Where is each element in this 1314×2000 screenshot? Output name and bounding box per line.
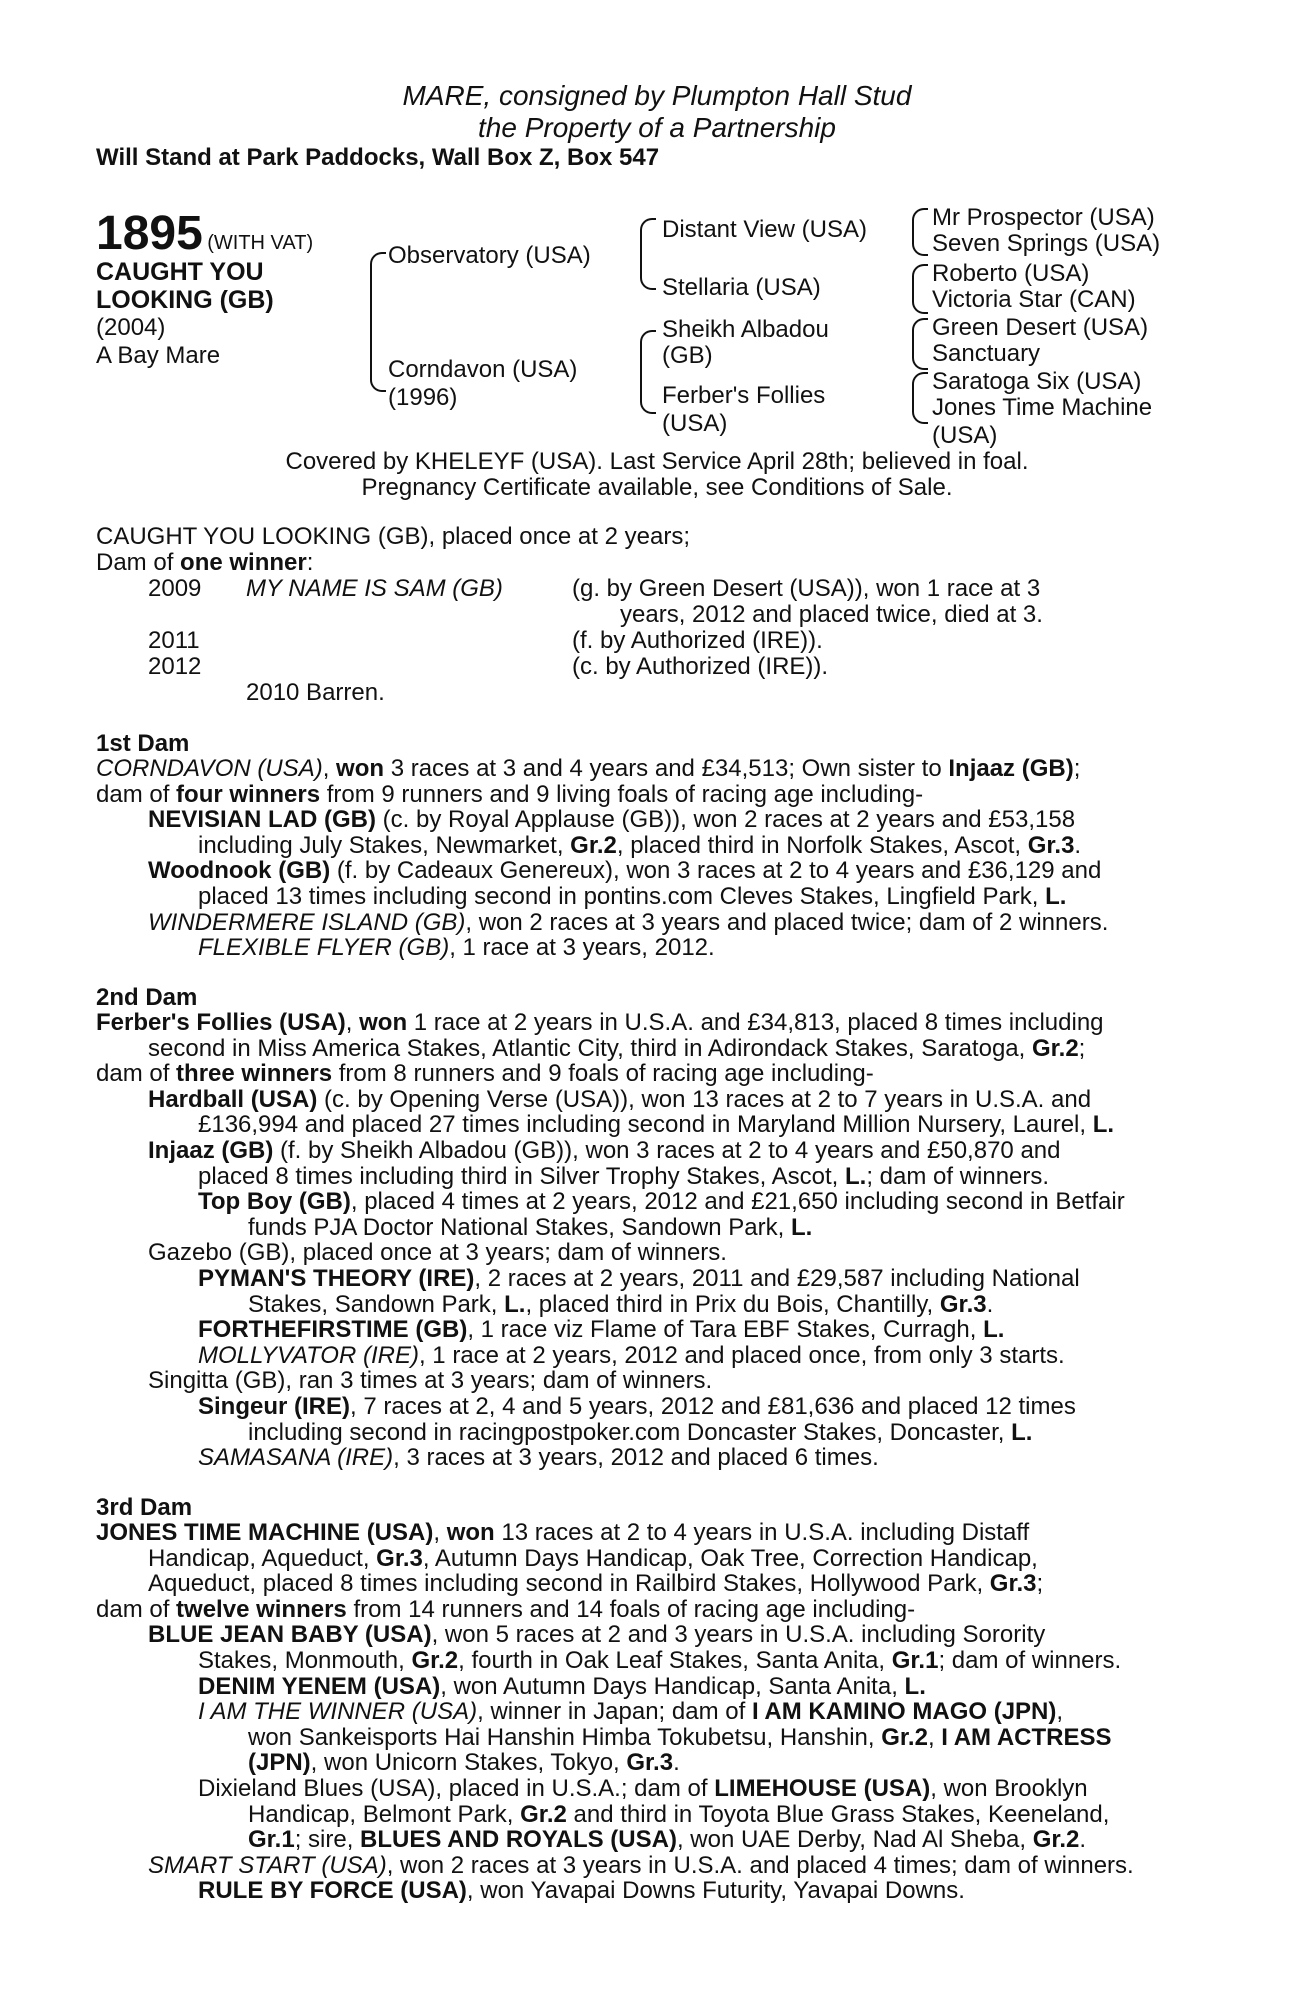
dam3-line xyxy=(96,1750,1206,1776)
t: , placed third in Prix du Bois, Chantilly, xyxy=(525,1290,940,1318)
t: (JPN) xyxy=(248,1749,311,1777)
t: JONES TIME MACHINE (USA) xyxy=(96,1519,434,1546)
dam3-line xyxy=(96,1699,1206,1725)
t: (f. by Cadeaux Genereux), won 3 races at 2 to 4 years and £36,129 and xyxy=(330,857,1102,885)
section-1st-dam: 1st Dam xyxy=(96,730,190,757)
t: Gr.3 xyxy=(1027,831,1075,859)
t: L. xyxy=(1045,882,1067,910)
t: dam of xyxy=(96,1595,177,1623)
pedigree-dam-dam-1: Ferber's Follies xyxy=(662,382,826,409)
dam2-body xyxy=(96,1010,1206,1471)
pedigree-sire: Observatory (USA) xyxy=(388,242,591,269)
t: , won Autumn Days Handicap, Santa Anita, xyxy=(440,1672,905,1700)
t: , xyxy=(322,755,337,782)
t: , won 2 races at 3 years in U.S.A. and placed 4 times; dam of winners. xyxy=(386,1851,1134,1879)
pedigree-brace-dam xyxy=(640,330,656,414)
t: L. xyxy=(504,1290,526,1318)
dam2-line xyxy=(96,1189,1206,1215)
t: won xyxy=(446,1519,495,1546)
dam3-line xyxy=(96,1827,1206,1853)
t: Singeur (IRE) xyxy=(198,1392,351,1420)
t: FORTHEFIRSTIME (GB) xyxy=(198,1316,468,1344)
dam2-line xyxy=(96,1164,1206,1190)
pedigree-dam-year: (1996) xyxy=(388,384,458,411)
dam3-line xyxy=(96,1571,1206,1597)
dam2-line xyxy=(96,1445,1206,1471)
header-consignor: MARE, consigned by Plumpton Hall Stud xyxy=(402,80,912,111)
t: second in Miss America Stakes, Atlantic City, third in Adirondack Stakes, Saratoga, xyxy=(148,1034,1032,1062)
pedigree-brace-dd xyxy=(912,372,928,424)
t: including July Stakes, Newmarket, xyxy=(198,831,571,859)
section-3rd-dam: 3rd Dam xyxy=(96,1494,193,1521)
t: CORNDAVON (USA) xyxy=(96,755,323,782)
t: L. xyxy=(983,1316,1005,1344)
t: from 8 runners and 9 foals of racing age including- xyxy=(332,1060,874,1088)
t: Gr.3 xyxy=(989,1570,1037,1598)
dam1-line xyxy=(96,782,1206,808)
t: four winners xyxy=(176,780,321,808)
t: , 3 races at 3 years, 2012 and placed 6 times. xyxy=(393,1444,879,1472)
t: Hardball (USA) xyxy=(148,1085,318,1113)
t: , won 5 races at 2 and 3 years in U.S.A. including Sorority xyxy=(431,1621,1046,1649)
pedigree-brace-gen1 xyxy=(370,252,386,392)
pedigree-sdd: Victoria Star (CAN) xyxy=(932,286,1136,313)
t: from 14 runners and 14 foals of racing age including- xyxy=(346,1595,916,1623)
lot-number: 1895 xyxy=(96,207,203,260)
produce-dam-of xyxy=(96,550,313,576)
dam1-line xyxy=(96,858,1206,884)
dam1-line xyxy=(96,756,1206,782)
text: Dam of xyxy=(96,549,181,576)
produce-intro: CAUGHT YOU LOOKING (GB), placed once at 2 years; xyxy=(96,523,690,550)
dam3-line xyxy=(96,1878,1206,1904)
dam3-line xyxy=(96,1853,1206,1879)
covered-line1: Covered by KHELEYF (USA). Last Service April 28th; believed in foal. xyxy=(285,448,1029,475)
t: Gr.2 xyxy=(881,1723,928,1751)
produce-desc-2012: (c. by Authorized (IRE)). xyxy=(572,653,829,680)
pedigree-brace-ds xyxy=(912,318,928,370)
t: , placed 4 times at 2 years, 2012 and £21,650 including second in Betfair xyxy=(350,1188,1125,1216)
dam2-line xyxy=(96,1420,1206,1446)
dam1-line xyxy=(96,884,1206,910)
t: Top Boy (GB) xyxy=(198,1188,351,1216)
produce-name-2009: MY NAME IS SAM (GB) xyxy=(246,575,503,602)
t: , 2 races at 2 years, 2011 and £29,587 including National xyxy=(474,1264,1080,1292)
t: Dixieland Blues (USA), placed in U.S.A.; dam of xyxy=(198,1774,715,1802)
t: , winner in Japan; dam of xyxy=(477,1698,752,1726)
t: Gr.1 xyxy=(891,1646,939,1674)
t: ; sire, xyxy=(294,1826,361,1854)
t: 13 races at 2 to 4 years in U.S.A. including Distaff xyxy=(494,1519,1030,1546)
dam2-line xyxy=(96,1343,1206,1369)
pedigree-ssd: Seven Springs (USA) xyxy=(932,230,1161,257)
t: , fourth in Oak Leaf Stakes, Santa Anita, xyxy=(458,1646,892,1674)
dam2-line xyxy=(96,1317,1206,1343)
t: placed 13 times including second in pontins.com Cleves Stakes, Lingfield Park, xyxy=(198,882,1046,910)
pedigree-dsd: Sanctuary xyxy=(932,340,1041,367)
t: , xyxy=(345,1009,360,1036)
t: Gr.3 xyxy=(376,1544,423,1572)
t: , Autumn Days Handicap, Oak Tree, Correction Handicap, xyxy=(422,1544,1038,1572)
pedigree-sire-sire: Distant View (USA) xyxy=(662,216,867,243)
t: Handicap, Belmont Park, xyxy=(248,1800,521,1828)
lot-vat: (WITH VAT) xyxy=(207,232,314,254)
t: Injaaz (GB) xyxy=(148,1136,274,1164)
t: , 1 race at 3 years, 2012. xyxy=(449,934,715,962)
dam3-line xyxy=(96,1802,1206,1828)
t: DENIM YENEM (USA) xyxy=(198,1672,441,1700)
pedigree-brace-sire xyxy=(640,218,656,290)
t: ; xyxy=(1078,1034,1086,1062)
t: L. xyxy=(1092,1111,1115,1139)
t: Gr.1 xyxy=(248,1826,295,1854)
t: BLUES AND ROYALS (USA) xyxy=(360,1826,677,1854)
dam3-line xyxy=(96,1520,1206,1546)
dam3-line xyxy=(96,1776,1206,1802)
t: SAMASANA (IRE) xyxy=(198,1444,394,1472)
t: twelve winners xyxy=(176,1595,347,1623)
t: SMART START (USA) xyxy=(148,1851,387,1879)
t: , placed third in Norfolk Stakes, Ascot, xyxy=(616,831,1028,859)
covered-line2: Pregnancy Certificate available, see Conditions of Sale. xyxy=(361,474,953,501)
t: , xyxy=(1056,1698,1064,1726)
t: Gr.2 xyxy=(1031,1034,1079,1062)
t: £136,994 and placed 27 times including second in Maryland Million Nursery, Laurel, xyxy=(198,1111,1093,1139)
dam1-line xyxy=(96,935,1206,961)
t: L. xyxy=(844,1162,867,1190)
t: LIMEHOUSE (USA) xyxy=(714,1774,931,1802)
text: : xyxy=(306,549,314,576)
dam2-line xyxy=(96,1010,1206,1036)
t: . xyxy=(1074,831,1082,859)
t: , won Brooklyn xyxy=(930,1774,1088,1802)
produce-desc-2009-1: (g. by Green Desert (USA)), won 1 race at 3 xyxy=(572,575,1041,602)
header-property: the Property of a Partnership xyxy=(478,112,836,143)
dam2-line xyxy=(96,1061,1206,1087)
pedigree-dds: Saratoga Six (USA) xyxy=(932,368,1142,395)
dam2-line xyxy=(96,1138,1206,1164)
t: Injaaz (GB) xyxy=(948,755,1074,782)
t: won xyxy=(336,755,385,782)
t: Gr.2 xyxy=(411,1646,459,1674)
dam3-line xyxy=(96,1546,1206,1572)
t: ; xyxy=(1036,1570,1044,1598)
t: I AM KAMINO MAGO (JPN) xyxy=(751,1698,1057,1726)
dam2-line xyxy=(96,1240,1206,1266)
t: , won UAE Derby, Nad Al Sheba, xyxy=(676,1826,1033,1854)
t: Stakes, Monmouth, xyxy=(198,1646,412,1674)
dam2-line xyxy=(96,1266,1206,1292)
dam3-line xyxy=(96,1648,1206,1674)
t: ; xyxy=(1073,755,1081,782)
t: dam of xyxy=(96,780,177,808)
t: I AM THE WINNER (USA) xyxy=(198,1698,478,1726)
t: WINDERMERE ISLAND (GB) xyxy=(148,908,466,936)
produce-desc-2011: (f. by Authorized (IRE)). xyxy=(572,627,823,654)
pedigree-dam-sire-2: (GB) xyxy=(662,342,713,369)
t: placed 8 times including third in Silver Trophy Stakes, Ascot, xyxy=(198,1162,845,1190)
t: (f. by Sheikh Albadou (GB)), won 3 races at 2 to 4 years and £50,870 and xyxy=(273,1136,1061,1164)
pedigree-brace-sd xyxy=(912,264,928,314)
section-2nd-dam: 2nd Dam xyxy=(96,984,198,1011)
dam1-body xyxy=(96,756,1206,961)
dam1-line xyxy=(96,833,1206,859)
horse-name-line2: LOOKING (GB) xyxy=(96,286,274,314)
t: funds PJA Doctor National Stakes, Sandown Park, xyxy=(248,1213,791,1241)
horse-description: A Bay Mare xyxy=(96,342,221,369)
produce-barren: 2010 Barren. xyxy=(246,679,385,706)
t: , xyxy=(927,1723,942,1751)
dam2-line xyxy=(96,1036,1206,1062)
t: Handicap, Aqueduct, xyxy=(148,1544,377,1572)
t: Gr.2 xyxy=(570,831,617,859)
dam1-line xyxy=(96,807,1206,833)
dam2-line xyxy=(96,1394,1206,1420)
t: BLUE JEAN BABY (USA) xyxy=(148,1621,432,1649)
t: , 7 races at 2, 4 and 5 years, 2012 and £81,636 and placed 12 times xyxy=(350,1392,1076,1420)
t: , won Yavapai Downs Futurity, Yavapai Downs. xyxy=(466,1877,965,1905)
t: dam of xyxy=(96,1060,177,1088)
t: including second in racingpostpoker.com Doncaster Stakes, Doncaster, xyxy=(248,1418,1012,1446)
t: L. xyxy=(790,1213,813,1241)
dam2-line xyxy=(96,1087,1206,1113)
produce-year-2012: 2012 xyxy=(148,653,202,680)
t: PYMAN'S THEORY (IRE) xyxy=(198,1264,475,1292)
t: RULE BY FORCE (USA) xyxy=(198,1877,467,1905)
header-stand: Will Stand at Park Paddocks, Wall Box Z, Box 547 xyxy=(96,144,660,171)
pedigree-sds: Roberto (USA) xyxy=(932,260,1090,287)
text-bold: one winner xyxy=(180,549,307,576)
t: ; dam of winners. xyxy=(938,1646,1122,1674)
t: Woodnook (GB) xyxy=(148,857,331,885)
pedigree-ddd-2: (USA) xyxy=(932,422,998,449)
dam3-line xyxy=(96,1674,1206,1700)
produce-year-2009: 2009 xyxy=(148,575,202,602)
t: ; dam of winners. xyxy=(866,1162,1050,1190)
t: 3 races at 3 and 4 years and £34,513; Own sister to xyxy=(384,755,949,782)
horse-year: (2004) xyxy=(96,314,166,341)
pedigree-brace-ss xyxy=(912,208,928,256)
t: Gr.3 xyxy=(626,1749,674,1777)
t: , won Unicorn Stakes, Tokyo, xyxy=(310,1749,627,1777)
t: , xyxy=(433,1519,447,1546)
dam3-line xyxy=(96,1622,1206,1648)
pedigree-sire-dam: Stellaria (USA) xyxy=(662,274,821,301)
t: FLEXIBLE FLYER (GB) xyxy=(198,934,450,962)
produce-desc-2009-2: years, 2012 and placed twice, died at 3. xyxy=(620,601,1043,628)
t: Singitta (GB), ran 3 times at 3 years; dam of winners. xyxy=(148,1367,713,1395)
t: and third in Toyota Blue Grass Stakes, Keeneland, xyxy=(566,1800,1110,1828)
t: NEVISIAN LAD (GB) xyxy=(148,806,376,834)
t: MOLLYVATOR (IRE) xyxy=(198,1341,419,1369)
pedigree-dam-dam-2: (USA) xyxy=(662,410,728,437)
t: (c. by Royal Applause (GB)), won 2 races at 2 years and £53,158 xyxy=(376,806,1076,834)
t: Ferber's Follies (USA) xyxy=(96,1009,346,1036)
t: three winners xyxy=(176,1060,333,1088)
t: . xyxy=(673,1749,680,1777)
t: L. xyxy=(904,1672,926,1700)
dam2-line xyxy=(96,1292,1206,1318)
dam3-body xyxy=(96,1520,1206,1904)
pedigree-dam-sire-1: Sheikh Albadou xyxy=(662,316,829,343)
dam2-line xyxy=(96,1368,1206,1394)
dam1-line xyxy=(96,910,1206,936)
t: (c. by Opening Verse (USA)), won 13 races at 2 to 7 years in U.S.A. and xyxy=(317,1085,1092,1113)
t: Gazebo (GB), placed once at 3 years; dam of winners. xyxy=(148,1239,727,1267)
t: I AM ACTRESS xyxy=(941,1723,1112,1751)
t: won Sankeisports Hai Hanshin Himba Tokubetsu, Hanshin, xyxy=(248,1723,882,1751)
t: L. xyxy=(1011,1418,1033,1446)
produce-year-2011: 2011 xyxy=(148,627,200,654)
t: 1 race at 2 years in U.S.A. and £34,813, placed 8 times including xyxy=(407,1009,1104,1036)
t: , won 2 races at 3 years and placed twice; dam of 2 winners. xyxy=(465,908,1109,936)
pedigree-sss: Mr Prospector (USA) xyxy=(932,204,1155,231)
pedigree-ddd-1: Jones Time Machine xyxy=(932,394,1153,421)
dam2-line xyxy=(96,1112,1206,1138)
dam3-line xyxy=(96,1597,1206,1623)
t: from 9 runners and 9 living foals of racing age including- xyxy=(320,780,924,808)
pedigree-dss: Green Desert (USA) xyxy=(932,314,1149,341)
t: Gr.2 xyxy=(520,1800,567,1828)
t: . xyxy=(986,1290,994,1318)
t: . xyxy=(1079,1826,1087,1854)
dam2-line xyxy=(96,1215,1206,1241)
t: , 1 race at 2 years, 2012 and placed once, from only 3 starts. xyxy=(418,1341,1065,1369)
t: Aqueduct, placed 8 times including second in Railbird Stakes, Hollywood Park, xyxy=(148,1570,990,1598)
t: Stakes, Sandown Park, xyxy=(248,1290,505,1318)
dam3-line xyxy=(96,1725,1206,1751)
horse-name-line1: CAUGHT YOU xyxy=(96,258,264,286)
t: won xyxy=(359,1009,408,1036)
t: Gr.2 xyxy=(1032,1826,1080,1854)
pedigree-dam: Corndavon (USA) xyxy=(388,356,578,383)
lot-number-line xyxy=(96,206,313,261)
t: Gr.3 xyxy=(939,1290,987,1318)
t: , 1 race viz Flame of Tara EBF Stakes, Curragh, xyxy=(467,1316,984,1344)
